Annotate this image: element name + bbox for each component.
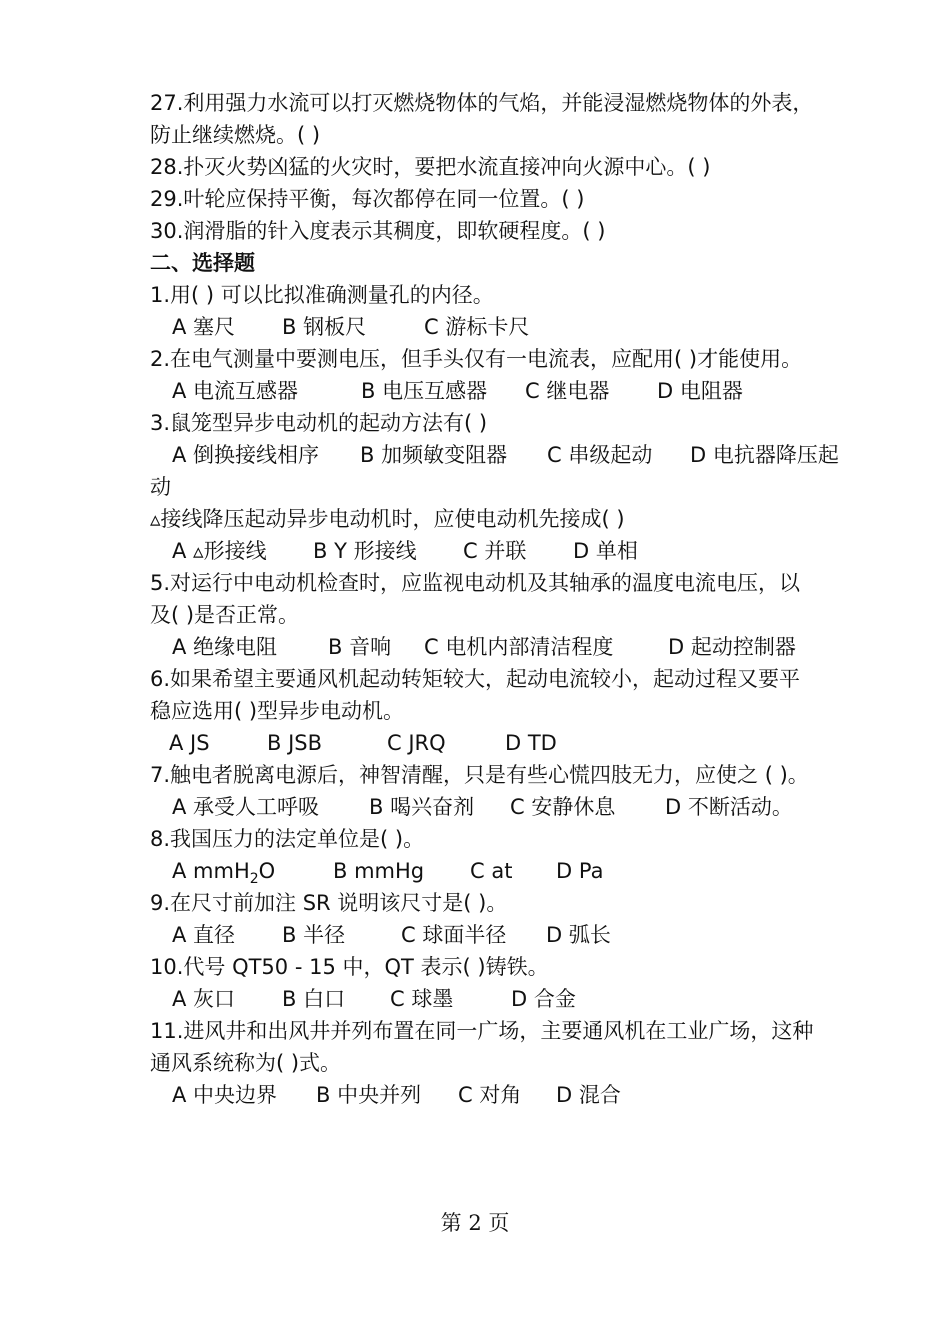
option-a: A ▵形接线: [172, 539, 267, 563]
question-28: 28.扑灭火势凶猛的火灾时，要把水流直接冲向火源中心。( ): [150, 155, 711, 179]
option-d: D TD: [505, 731, 557, 755]
option-d: D 弧长: [546, 923, 611, 947]
option-c: C 安静休息: [510, 795, 616, 819]
option-a: A 灰口: [172, 987, 236, 1011]
option-b: B 中央并列: [316, 1083, 422, 1107]
option-a: A 绝缘电阻: [172, 635, 278, 659]
question-9: 9.在尺寸前加注 SR 说明该尺寸是( )。: [150, 891, 508, 915]
option-a: A 倒换接线相序: [172, 443, 320, 467]
option-c: C 串级起动: [547, 443, 653, 467]
option-d: D Pa: [556, 859, 604, 883]
option-d: D 不断活动。: [665, 795, 793, 819]
question-11-line2: 通风系统称为( )式。: [150, 1051, 342, 1075]
option-c: C 电机内部清洁程度: [424, 635, 614, 659]
question-6-options: [150, 727, 860, 759]
question-27-line1: 27.利用强力水流可以打灭燃烧物体的气焰，并能浸湿燃烧物体的外表，: [150, 91, 814, 115]
option-c: C 对角: [458, 1083, 522, 1107]
option-b: B 喝兴奋剂: [369, 795, 475, 819]
question-4: ▵接线降压起动异步电动机时，应使电动机先接成( ): [150, 507, 625, 531]
option-b: B 音响: [328, 635, 392, 659]
question-6-line1: 6.如果希望主要通风机起动转矩较大，起动电流较小，起动过程又要平: [150, 667, 801, 691]
option-a: A 塞尺: [172, 315, 236, 339]
option-b: B 钢板尺: [282, 315, 367, 339]
question-8-options: [150, 855, 860, 887]
option-d: D 电阻器: [657, 379, 743, 403]
question-1: 1.用( ) 可以比拟准确测量孔的内径。: [150, 283, 494, 307]
question-8: 8.我国压力的法定单位是( )。: [150, 827, 425, 851]
question-5-options: [150, 631, 860, 663]
option-b: B 白口: [282, 987, 346, 1011]
option-b: B 加频敏变阻器: [360, 443, 508, 467]
option-c: C JRQ: [387, 731, 446, 755]
option-c: C 并联: [463, 539, 527, 563]
option-a: A 电流互感器: [172, 379, 299, 403]
question-1-options: [150, 311, 860, 343]
option-c: C 球面半径: [401, 923, 507, 947]
question-3-option-d-continued: 动: [150, 475, 171, 499]
page-number: 第 2 页: [440, 1211, 510, 1235]
option-d: D 电抗器降压起: [690, 443, 839, 467]
option-d: D 起动控制器: [668, 635, 796, 659]
option-a: A 承受人工呼吸: [172, 795, 320, 819]
question-11-options: [150, 1079, 860, 1111]
option-b: B mmHg: [333, 859, 425, 883]
section-title: 二、选择题: [150, 251, 255, 275]
question-2: 2.在电气测量中要测电压，但手头仅有一电流表，应配用( )才能使用。: [150, 347, 803, 371]
question-10-options: [150, 983, 860, 1015]
question-5-line2: 及( )是否正常。: [150, 603, 300, 627]
question-4-options: [150, 535, 860, 567]
option-b: B JSB: [267, 731, 323, 755]
option-a: A mmH$_2$O: [172, 859, 276, 888]
question-27-line2: 防止继续燃烧。( ): [150, 123, 321, 147]
question-29: 29.叶轮应保持平衡，每次都停在同一位置。( ): [150, 187, 585, 211]
subscript-2: 2: [249, 871, 259, 888]
option-a: A 直径: [172, 923, 236, 947]
question-3: 3.鼠笼型异步电动机的起动方法有( ): [150, 411, 488, 435]
option-a: A JS: [169, 731, 210, 755]
option-c: C 球墨: [390, 987, 454, 1011]
question-7: 7.触电者脱离电源后，神智清醒，只是有些心慌四肢无力，应使之 ( )。: [150, 763, 809, 787]
question-9-options: [150, 919, 860, 951]
option-b: B 电压互感器: [361, 379, 488, 403]
option-a: A 中央边界: [172, 1083, 278, 1107]
option-d: D 合金: [511, 987, 576, 1011]
question-11-line1: 11.进风井和出风井并列布置在同一广场，主要通风机在工业广场，这种: [150, 1019, 814, 1043]
question-2-options: [150, 375, 860, 407]
question-7-options: [150, 791, 860, 823]
option-c: C 游标卡尺: [424, 315, 530, 339]
option-b: B Y 形接线: [313, 539, 417, 563]
option-c: C 继电器: [525, 379, 610, 403]
option-d: D 混合: [556, 1083, 621, 1107]
question-3-options: [150, 439, 860, 471]
question-6-line2: 稳应选用( )型异步电动机。: [150, 699, 405, 723]
option-c: C at: [470, 859, 513, 883]
question-30: 30.润滑脂的针入度表示其稠度，即软硬程度。( ): [150, 219, 606, 243]
question-5-line1: 5.对运行中电动机检查时，应监视电动机及其轴承的温度电流电压，以: [150, 571, 801, 595]
page-content: [150, 87, 860, 1111]
option-b: B 半径: [282, 923, 346, 947]
question-10: 10.代号 QT50 - 15 中，QT 表示( )铸铁。: [150, 955, 549, 979]
option-d: D 单相: [573, 539, 638, 563]
